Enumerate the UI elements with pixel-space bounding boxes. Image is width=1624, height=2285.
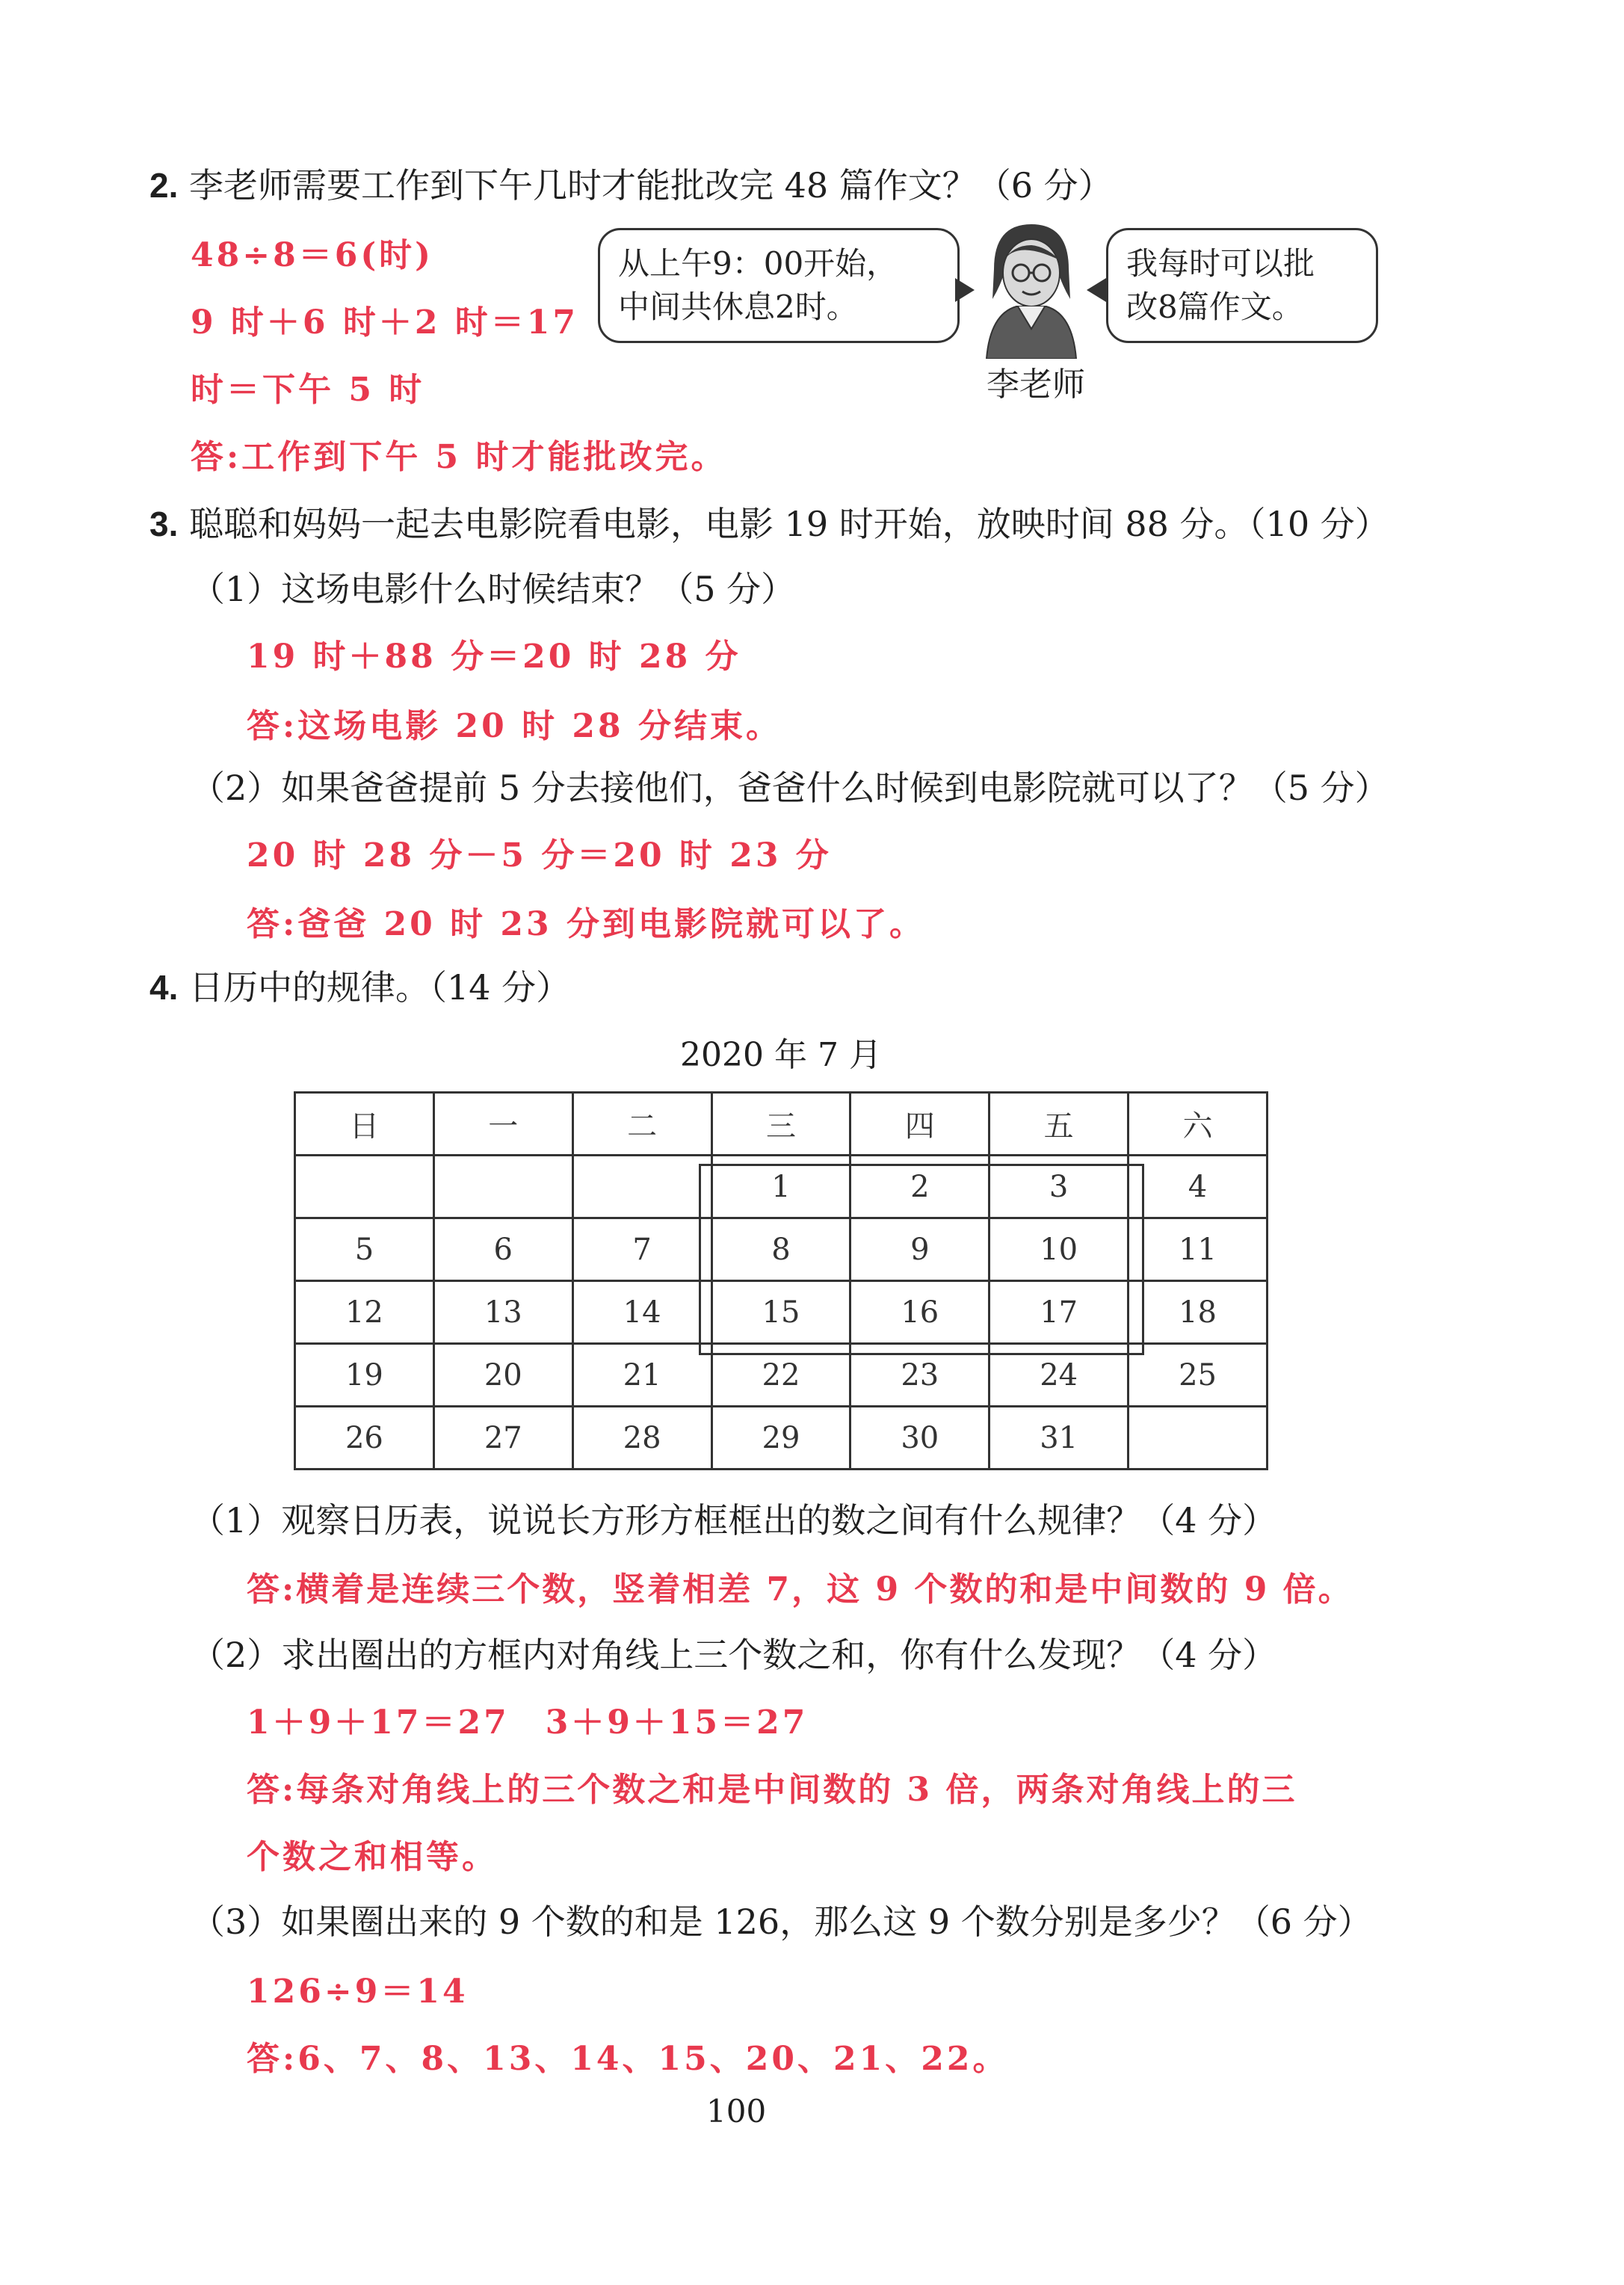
q4-heading <box>149 960 570 1010</box>
q4-part2: （2）求出圈出的方框内对角线上三个数之和，你有什么发现？（4 分） <box>191 1635 1277 1675</box>
calendar-cell: 20 <box>433 1344 572 1407</box>
calendar-cell <box>1129 1407 1268 1470</box>
calendar-cell <box>572 1156 711 1218</box>
q2-answer: 答:工作到下午 5 时才能批改完。 <box>191 438 727 476</box>
teacher-label: 李老师 <box>987 366 1085 404</box>
calendar-row <box>295 1407 1268 1470</box>
bubble-right-line-2: 改8篇作文。 <box>1126 289 1303 325</box>
calendar-cell: 28 <box>572 1407 711 1470</box>
calendar-cell: 3 <box>989 1156 1129 1218</box>
calendar-cell: 8 <box>711 1218 850 1281</box>
q4-number: 4. <box>149 968 179 1007</box>
calendar-cell: 22 <box>711 1344 850 1407</box>
q4-part1: （1）观察日历表，说说长方形方框框出的数之间有什么规律？（4 分） <box>191 1500 1277 1541</box>
calendar-cell: 27 <box>433 1407 572 1470</box>
bubble-right-line-1: 我每时可以批 <box>1126 245 1315 282</box>
calendar-header-row <box>295 1093 1268 1156</box>
calendar-cell: 18 <box>1129 1281 1268 1344</box>
q2-number: 2. <box>149 166 179 205</box>
page-number: 100 <box>706 2093 767 2130</box>
bubble-left-line-2: 中间共休息2时。 <box>618 289 858 325</box>
calendar-cell: 17 <box>989 1281 1129 1344</box>
q4-part3-answer: 答:6、7、8、13、14、15、20、21、22。 <box>247 2040 1009 2078</box>
q2-heading <box>149 158 1113 208</box>
calendar-cell: 6 <box>433 1218 572 1281</box>
q3-text: 聪聪和妈妈一起去电影院看电影，电影 19 时开始，放映时间 88 分。（10 分） <box>189 504 1389 544</box>
calendar-cell: 31 <box>989 1407 1129 1470</box>
q4-part1-answer: 答:横着是连续三个数，竖着相差 7，这 9 个数的和是中间数的 9 倍。 <box>247 1570 1353 1609</box>
calendar-cell: 10 <box>989 1218 1129 1281</box>
q3-part2: （2）如果爸爸提前 5 分去接他们，爸爸什么时候到电影院就可以了？（5 分） <box>191 768 1389 808</box>
calendar-title: 2020 年 7 月 <box>680 1036 882 1074</box>
calendar-cell: 23 <box>850 1344 989 1407</box>
q4-part3-work: 126÷9＝14 <box>247 1973 469 2011</box>
weekday-mon: 一 <box>433 1093 572 1156</box>
calendar-cell: 7 <box>572 1218 711 1281</box>
calendar-cell: 5 <box>295 1218 434 1281</box>
weekday-sat: 六 <box>1129 1093 1268 1156</box>
q3-part2-answer: 答:爸爸 20 时 23 分到电影院就可以了。 <box>247 905 925 943</box>
calendar-cell: 16 <box>850 1281 989 1344</box>
calendar-cell: 29 <box>711 1407 850 1470</box>
q2-work-2: 9 时＋6 时＋2 时＝17 <box>191 303 579 342</box>
calendar-cell: 13 <box>433 1281 572 1344</box>
calendar-cell: 4 <box>1129 1156 1268 1218</box>
q4-part2-answer-line1: 答:每条对角线上的三个数之和是中间数的 3 倍，两条对角线上的三 <box>247 1771 1297 1809</box>
q3-part1-work: 19 时＋88 分＝20 时 28 分 <box>247 638 741 676</box>
calendar-cell: 25 <box>1129 1344 1268 1407</box>
teacher-illustration <box>972 217 1091 359</box>
q4-text: 日历中的规律。（14 分） <box>189 967 571 1008</box>
q2-work-3: 时＝下午 5 时 <box>191 371 425 409</box>
q2-work-1: 48÷8＝6(时) <box>191 236 433 274</box>
speech-bubble-right <box>1106 228 1378 343</box>
calendar-cell: 14 <box>572 1281 711 1344</box>
q4-part2-work: 1＋9＋17＝27 3＋9＋15＝27 <box>247 1703 809 1742</box>
calendar-cell: 19 <box>295 1344 434 1407</box>
q3-part1-answer: 答:这场电影 20 时 28 分结束。 <box>247 707 782 745</box>
highlight-frame <box>699 1164 1144 1355</box>
calendar-cell: 12 <box>295 1281 434 1344</box>
calendar-cell: 30 <box>850 1407 989 1470</box>
calendar-cell: 1 <box>711 1156 850 1218</box>
q3-heading <box>149 497 1389 546</box>
calendar-cell: 9 <box>850 1218 989 1281</box>
calendar-cell: 2 <box>850 1156 989 1218</box>
bubble-left-line-1: 从上午9：00开始， <box>618 245 898 282</box>
calendar-cell: 26 <box>295 1407 434 1470</box>
q3-part1: （1）这场电影什么时候结束？（5 分） <box>191 569 796 609</box>
calendar-cell: 15 <box>711 1281 850 1344</box>
q3-part2-work: 20 时 28 分－5 分＝20 时 23 分 <box>247 836 832 875</box>
q3-number: 3. <box>149 505 179 543</box>
calendar-cell <box>433 1156 572 1218</box>
weekday-wed: 三 <box>711 1093 850 1156</box>
speech-bubble-left <box>598 228 960 343</box>
weekday-fri: 五 <box>989 1093 1129 1156</box>
calendar-cell: 11 <box>1129 1218 1268 1281</box>
calendar-cell: 24 <box>989 1344 1129 1407</box>
weekday-thu: 四 <box>850 1093 989 1156</box>
weekday-sun: 日 <box>295 1093 434 1156</box>
q4-part2-answer-line2: 个数之和相等。 <box>247 1838 498 1876</box>
weekday-tue: 二 <box>572 1093 711 1156</box>
calendar-cell <box>295 1156 434 1218</box>
q4-part3: （3）如果圈出来的 9 个数的和是 126，那么这 9 个数分别是多少？（6 分） <box>191 1902 1372 1942</box>
q2-text: 李老师需要工作到下午几时才能批改完 48 篇作文？（6 分） <box>189 165 1113 206</box>
calendar-cell: 21 <box>572 1344 711 1407</box>
